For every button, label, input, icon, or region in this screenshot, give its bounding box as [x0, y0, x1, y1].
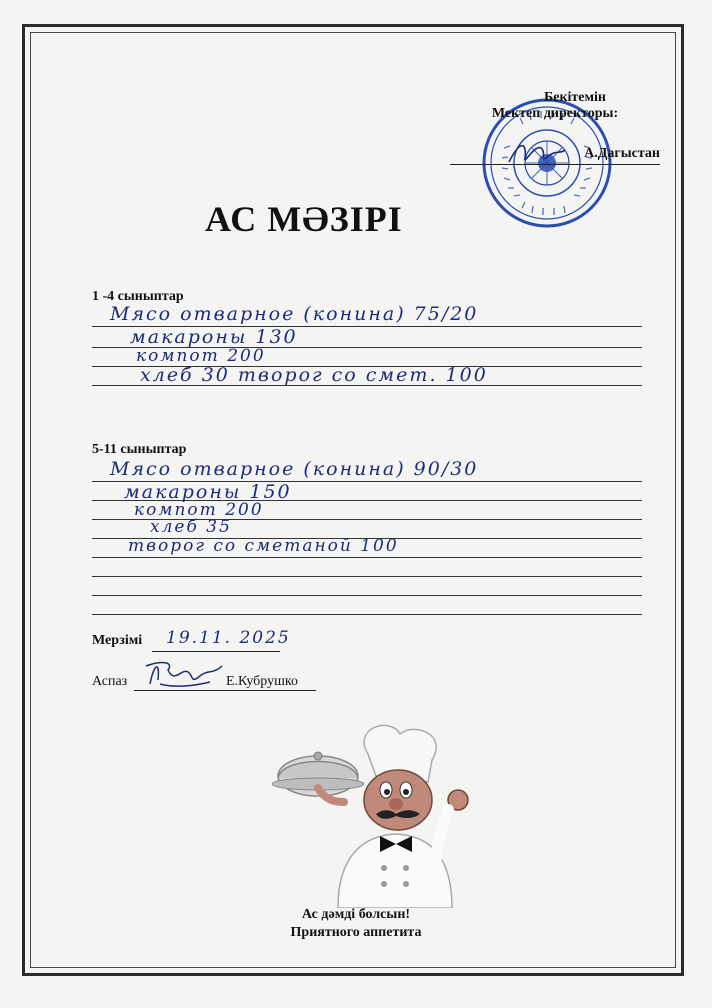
section-label-1-4: 1 -4 сыныптар: [92, 289, 184, 304]
approval-block: [440, 90, 670, 161]
menu-entry: компот 200: [136, 346, 266, 366]
director-name: А.Дагыстан: [450, 146, 660, 165]
footer-russian: Приятного аппетита: [290, 925, 422, 940]
rule-line: [92, 614, 642, 615]
date-line: [152, 651, 280, 652]
cook-name: Е.Кубрушко: [226, 674, 298, 689]
date-label: Мерзімі: [92, 633, 143, 648]
chef-illustration: [272, 718, 472, 908]
menu-entry: хлеб 30 творог со смет. 100: [140, 364, 488, 386]
menu-entry: макароны 150: [124, 481, 292, 503]
cook-signature: [144, 654, 226, 692]
date-value: 19.11. 2025: [166, 628, 291, 648]
director-title: Мектеп директоры:: [491, 106, 619, 121]
rule-line: [92, 576, 642, 577]
menu-entry: Мясо отварное (конина) 90/30: [110, 458, 479, 480]
menu-entry: хлеб 35: [150, 517, 232, 537]
rule-line: [92, 595, 642, 596]
menu-entry: макароны 130: [130, 326, 298, 348]
footer: [256, 906, 456, 942]
menu-entry: компот 200: [134, 500, 264, 520]
menu-entry: Мясо отварное (конина) 75/20: [110, 303, 479, 325]
director-signature: [505, 136, 569, 170]
menu-entry: творог со сметаной 100: [128, 536, 399, 556]
page-title: АС МӘЗІРІ: [205, 199, 403, 239]
section-label-5-11: 5-11 сыныптар: [92, 442, 187, 457]
cook-label: Аспаз: [92, 674, 128, 689]
footer-kazakh: Ас дәмді болсын!: [301, 907, 411, 922]
approve-word: Бекітемін: [543, 90, 606, 105]
rule-line: [92, 557, 642, 558]
